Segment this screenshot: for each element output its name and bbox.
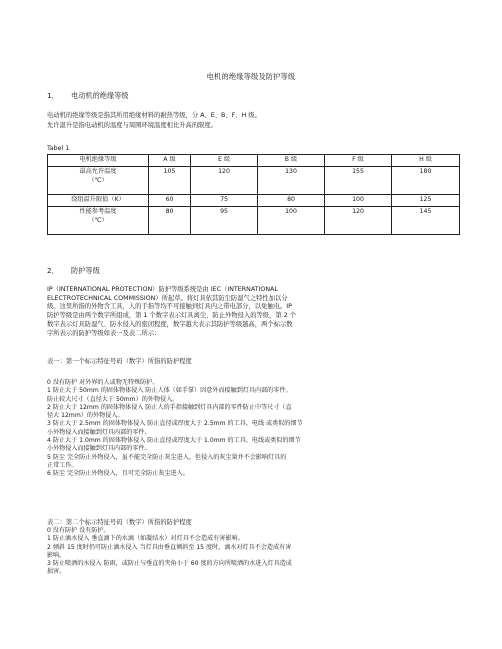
list-item: 3 防止大于 2.5mm 的固体物体侵入 防止直径或厚度大于 2.5mm 的工具、电线 或类似的细节 bbox=[47, 420, 303, 428]
list-item: 3 防止喷洒的水侵入 防雨，或防止与垂直的夹角小于 60 度的方向所喷洒的水进入灯具造成 bbox=[47, 560, 292, 568]
table-one-heading: 表一：第一个标示特征号码（数字）所指的防护程度 bbox=[47, 358, 192, 365]
table-cell: 80 bbox=[258, 195, 325, 207]
insulation-grade-table bbox=[47, 154, 460, 235]
list-item: 6 防尘 完全防止外物侵入，且可完全防止灰尘进入。 bbox=[47, 470, 189, 478]
table-cell: 80 bbox=[149, 207, 191, 235]
list-item: 小外物侵入而接触到灯具内部的零件。 bbox=[47, 445, 151, 453]
section-2-title: 防护等级 bbox=[71, 266, 100, 275]
list-item: 径大 12mm）的外物侵入。 bbox=[47, 412, 124, 420]
list-item: 影响。 bbox=[47, 551, 66, 559]
table-cell: 130 bbox=[258, 167, 325, 195]
table-cell: 145 bbox=[392, 207, 460, 235]
table-cell: 155 bbox=[325, 167, 392, 195]
list-item: 5 防尘 完全防止外物侵入，虽不能完全防止灰尘进入，但侵入的灰尘量并不会影响灯具的 bbox=[47, 453, 287, 461]
table-cell: 100 bbox=[258, 207, 325, 235]
table-cell: 180 bbox=[392, 167, 460, 195]
section-1-heading bbox=[47, 91, 129, 101]
list-item: 4 防止大于 1.0mm 的固体物体侵入 防止直径或厚度大于 1.0mm 的工具、电线或类似的细节 bbox=[47, 437, 301, 445]
paragraph-line: ELECTROTECHNICAL COMMISSION）所起草。将灯具依其防尘防湿气之特性加以分 bbox=[47, 294, 288, 302]
paragraph-line: 数字表示灯具防湿气、防水侵入的密闭程度，数字越大表示其防护等级越高，两个标示数 bbox=[47, 320, 293, 328]
table-header-cell: B 级 bbox=[258, 155, 325, 167]
list-item: 正常工作。 bbox=[47, 461, 78, 469]
section-2-heading bbox=[47, 266, 100, 276]
table-two-heading: 表二：第二个标示特征号码（数字）所指的防护程度 bbox=[47, 519, 192, 526]
table-row-label: 最高允许温度 （℃） bbox=[48, 167, 149, 195]
table-caption: Tabel 1 bbox=[47, 145, 70, 152]
list-item: 1 防止大于 50mm 的固体物体侵入 防止人体（如手掌）因意外而接触到灯具内部的零件。 bbox=[47, 387, 292, 395]
table-row bbox=[48, 195, 460, 207]
table-cell: 75 bbox=[191, 195, 258, 207]
table-cell: 95 bbox=[191, 207, 258, 235]
table-header-cell: A 级 bbox=[149, 155, 191, 167]
table-one-list bbox=[47, 379, 459, 479]
paragraph-line: 防护等级是由两个数字所组成，第 1 个数字表示灯具离尘、防止外物侵入的等级，第 2 个 bbox=[47, 312, 297, 320]
table-header-row bbox=[48, 155, 460, 167]
section-1-number: 1． bbox=[47, 91, 59, 100]
paragraph-line: 字所表示的防护等级如表一及表二所示： bbox=[47, 329, 161, 337]
section-1-paragraph-1: 电动机的绝缘等级是指其所用绝缘材料的耐热等级，分 A、E、B、F、H 级。 bbox=[47, 112, 261, 119]
list-item: 小外物侵入而接触到灯具内部的零件。 bbox=[47, 428, 151, 436]
table-cell: 105 bbox=[149, 167, 191, 195]
paragraph-line: 级。这里所指的外物含工具，人的手指等均不可接触到灯具内之带电部分，以免触电。IP bbox=[47, 303, 292, 311]
table-row bbox=[48, 207, 460, 235]
table-two-list bbox=[47, 527, 459, 577]
table-row bbox=[48, 167, 460, 195]
paragraph-line: IP（INTERNATIONAL PROTECTION）防护等级系统是由 IEC（INTERNATIONAL bbox=[47, 286, 278, 293]
table-header-cell: F 级 bbox=[325, 155, 392, 167]
table-cell: 125 bbox=[392, 195, 460, 207]
section-1-title: 电动机的绝缘等级 bbox=[71, 91, 129, 100]
list-item: 2 倾斜 15 度时仍可防止滴水侵入 当灯具由垂直倾斜至 15 度时，滴水对灯具不会造成有害 bbox=[47, 543, 292, 551]
section-2-paragraph bbox=[47, 286, 459, 338]
table-cell: 120 bbox=[191, 167, 258, 195]
table-row-label: 性能参考温度 （℃） bbox=[48, 207, 149, 235]
table-cell: 120 bbox=[325, 207, 392, 235]
section-1-paragraph-2: 允许温升是指电动机的温度与周围环境温度相比升高的限度。 bbox=[47, 122, 218, 129]
table-header-cell: E 级 bbox=[191, 155, 258, 167]
section-2-number: 2． bbox=[47, 266, 59, 275]
list-item: 1 防止滴水侵入 垂直滴下的水滴（如凝结水）对灯具不会造成有害影响。 bbox=[47, 535, 244, 543]
document-title: 电机的绝缘等级及防护等级 bbox=[206, 72, 296, 81]
list-item: 2 防止大于 12mm 的固体物体侵入 防止人的手指接触到灯具内部的零件防止中等尺寸（直 bbox=[47, 403, 292, 411]
table-header-cell: H 级 bbox=[392, 155, 460, 167]
list-item: 0 没有防护 没有防护。 bbox=[47, 527, 110, 534]
table-header-cell: 电机绝缘等级 bbox=[48, 155, 149, 167]
table-cell: 60 bbox=[149, 195, 191, 207]
table-cell: 100 bbox=[325, 195, 392, 207]
list-item: 0 没有防护 对外界的人或物无特殊防护。 bbox=[47, 379, 159, 386]
table-row-label: 绕组温升限值（K） bbox=[48, 195, 149, 207]
list-item: 防止较大尺寸（直径大于 50mm）的外物侵入。 bbox=[47, 395, 179, 403]
list-item: 损害。 bbox=[47, 568, 66, 576]
